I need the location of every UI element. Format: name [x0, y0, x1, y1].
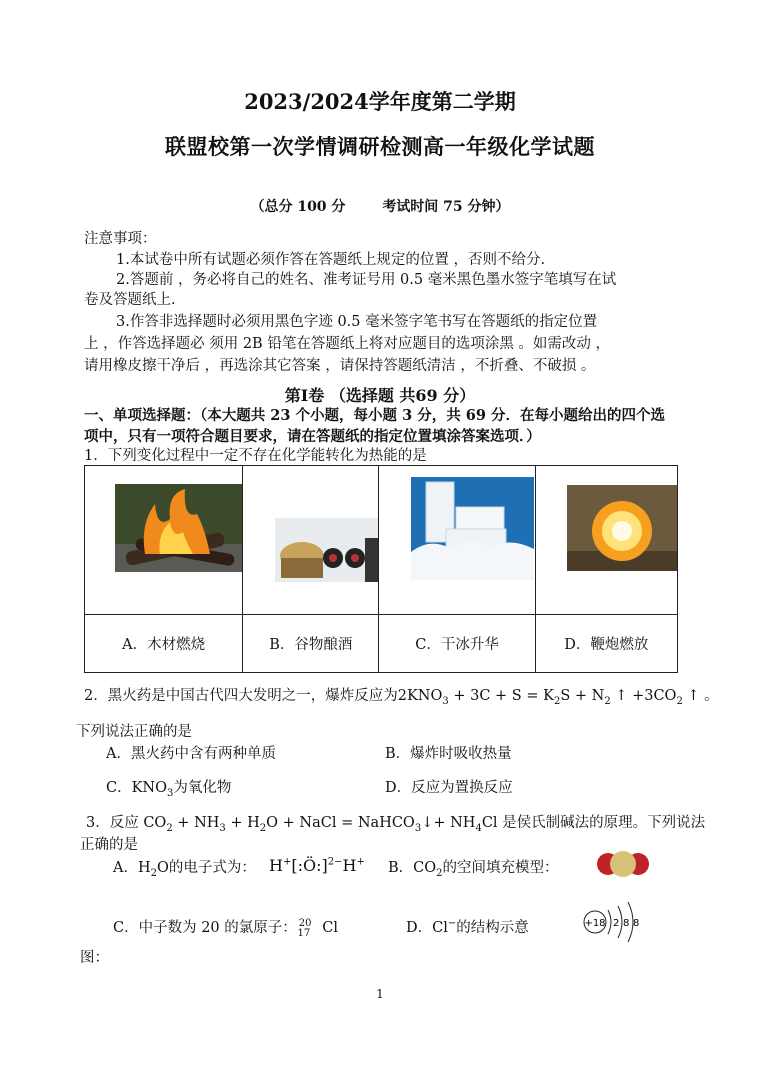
- co2-space-filling-model: [596, 848, 650, 880]
- total-score: （总分 100 分: [250, 199, 346, 215]
- q2-stem-text: 2．黑火药是中国古代四大发明之一，爆炸反应为: [84, 688, 398, 704]
- cl-ion-structure-diagram: [580, 900, 642, 944]
- q2-option-d: D．反应为置换反应: [385, 780, 513, 796]
- q1-option-a: A．木材燃烧: [85, 615, 243, 673]
- page-number: 1: [376, 987, 384, 1001]
- note-3c: 请用橡皮擦干净后 ，再选涂其它答案 ，请保持答题纸清洁 ，不折叠、不破损 。: [84, 358, 596, 374]
- exam-meta: [0, 196, 760, 216]
- note-3a: 3.作答非选择题时必须用黑色字迹 0.5 毫米签字笔书写在答题纸的指定位置: [116, 314, 598, 330]
- q2-option-c-text: 为氧化物: [173, 780, 232, 796]
- q3-stem-a: 3．反应 $CO_2 + NH_3 + H_2O$ + NaCl = NaHCO$_3$↓+ $NH_4Cl$ 是侯氏制碱法的原理。下列说法: [86, 815, 706, 834]
- q3-option-b-text: 的空间填充模型：: [442, 860, 559, 876]
- notes-heading: 注意事项：: [84, 231, 157, 247]
- exam-title: 联盟校第一次学情调研检测高一年级化学试题: [165, 134, 595, 159]
- q3-stem-text: 是侯氏制碱法的原理。下列说法: [502, 815, 706, 831]
- q2-stem-b: 下列说法正确的是: [76, 724, 192, 740]
- svg-text:8: 8: [623, 918, 630, 929]
- exam-time: 考试时间 75 分钟）: [382, 199, 510, 215]
- section-heading: 第Ⅰ卷 （选择题 共69 分）: [284, 386, 476, 405]
- section-instructions-a: 一、单项选择题：（本大题共 23 个小题，每小题 3 分，共 69 分．在每小题给出的四个选: [84, 407, 665, 424]
- q1-option-c: C．干冰升华: [379, 615, 535, 673]
- q2-stem-a: [84, 686, 719, 712]
- svg-text:8: 8: [633, 918, 640, 929]
- q2-option-c: C．$KNO_3$为氧化物: [106, 780, 232, 799]
- q1-stem: 1．下列变化过程中一定不存在化学能转化为热能的是: [84, 448, 427, 464]
- q2-option-b: B．爆炸时吸收热量: [385, 746, 512, 762]
- section-instructions-b: 项中，只有一项符合题目要求，请在答题纸的指定位置填涂答案选项．）: [84, 428, 541, 445]
- h2o-electron-formula: H+[:Ö:]$^{2-}$H+: [269, 856, 365, 875]
- firecracker-image: [567, 485, 677, 571]
- q3-option-d: D．Cl−的结构示意: [406, 918, 529, 936]
- grain-wine-image: [275, 518, 378, 582]
- q2-option-a: A．黑火药中含有两种单质: [106, 746, 276, 762]
- q3-option-b: B．$CO_2$的空间填充模型：: [388, 860, 559, 879]
- q1-option-d: D．鞭炮燃放: [535, 615, 677, 673]
- q1-option-b: B．谷物酿酒: [243, 615, 379, 673]
- dry-ice-image: [411, 477, 534, 580]
- note-1: 1.本试卷中所有试题必须作答在答题纸上规定的位置 ，否则不给分.: [116, 252, 546, 268]
- note-3b: 上 ，作答选择题必 须用 2B 铅笔在答题纸上将对应题目的选项涂黑 。如需改动 ，: [84, 336, 611, 352]
- q3-stem-c: 正确的是: [80, 837, 138, 853]
- q3-option-a: A．$H_2O$的电子式为：: [113, 860, 256, 879]
- q3-option-a-text: 的电子式为：: [168, 860, 256, 876]
- q2-equation: $2KNO_3 + 3C + S = K_2S + N_2$ ↑ $+3CO_2$ ↑ 。: [397, 688, 719, 707]
- wood-burning-image: [115, 484, 242, 572]
- note-2a: 2.答题前 ，务必将自己的姓名、准考证号用 0.5 毫米黑色墨水签字笔填写在试: [116, 272, 617, 288]
- q3-tail: 图：: [80, 950, 109, 966]
- q3-option-c: C．中子数为 20 的氯原子： $^{20}_{17}$ Cl: [113, 918, 338, 939]
- exam-year-title: 2023/2024学年度第二学期: [244, 89, 516, 114]
- svg-text:2: 2: [613, 918, 620, 929]
- svg-text:+18: +18: [584, 918, 606, 929]
- note-2b: 卷及答题纸上.: [84, 292, 176, 308]
- q3-option-d-text: 的结构示意: [456, 919, 529, 936]
- q3-option-c-text: C．中子数为 20 的氯原子：: [113, 919, 297, 936]
